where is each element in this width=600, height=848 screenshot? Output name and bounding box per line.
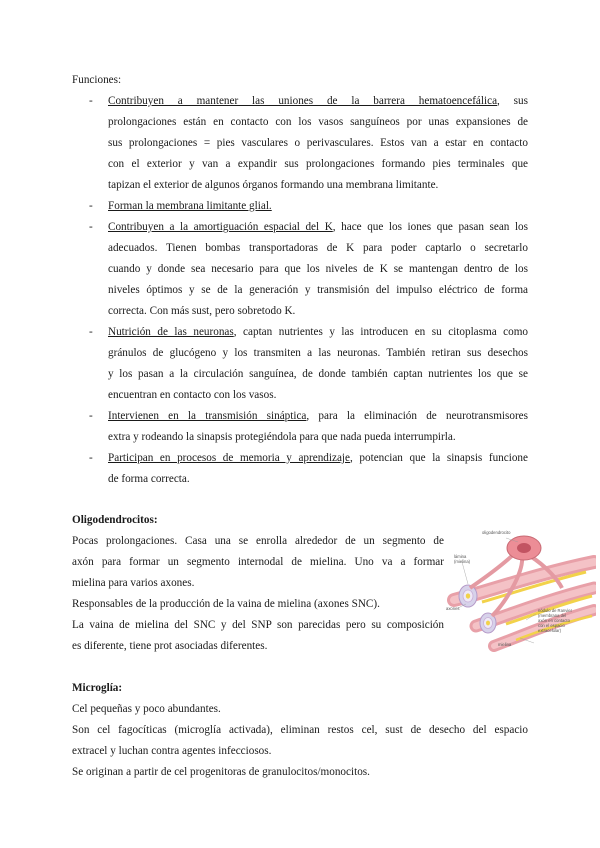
- bullet-dash: -: [89, 221, 93, 233]
- list-item-line: de forma correcta.: [108, 473, 190, 485]
- list-item-line: prolongaciones están en contacto con los vasos sanguíneos por unas expansiones de: [108, 116, 528, 128]
- paragraph-line: Se originan a partir de cel progenitoras de granulocitos/monocitos.: [72, 766, 370, 778]
- label-ranvier-2: (membrana del: [538, 613, 567, 618]
- paragraph-line: es diferente, tiene prot asociadas diferentes.: [72, 640, 268, 652]
- list-item-line: con el exterior y van a expandir sus prolongaciones formando pies terminales que: [108, 158, 528, 170]
- label-ranvier-1: nódulo de Ranvier: [538, 608, 572, 613]
- microglia-heading: Microglía:: [72, 682, 123, 694]
- list-item-line: Nutrición de las neuronas, captan nutrientes y las introducen en su citoplasma como: [108, 326, 529, 338]
- bullet-dash: -: [89, 410, 93, 422]
- paragraph-line: Cel pequeñas y poco abundantes.: [72, 703, 221, 715]
- oligodendrocyte-svg: [446, 522, 596, 652]
- bullet-dash: -: [89, 452, 93, 464]
- list-item-line: adecuados. Tienen bombas transportadoras de K para poder captarlo o secretarlo: [108, 242, 528, 254]
- list-item-line: extra y rodeando la sinapsis protegiéndola para que nada pueda interrumpirla.: [108, 431, 456, 443]
- paragraph-line: Pocas prolongaciones. Casa una se enrolla alrededor de un segmento de: [72, 535, 444, 547]
- paragraph-line: mielina para varios axones.: [72, 577, 195, 589]
- oligodendrocitos-heading: Oligodendrocitos:: [72, 514, 158, 526]
- list-item-line: niveles óptimos y se de la generación y transmisión del impulso eléctrico de forma: [108, 284, 528, 296]
- funciones-heading: Funciones:: [72, 74, 122, 86]
- label-mielina-bottom: mielina: [498, 642, 512, 647]
- list-item-line: correcta. Con más sust, pero sobretodo K.: [108, 305, 296, 317]
- list-item-line: Contribuyen a la amortiguación espacial del K, hace que los iones que pasan sean los: [108, 221, 528, 233]
- paragraph-line: La vaina de mielina del SNC y del SNP son parecidas pero su composición: [72, 619, 444, 631]
- oligodendrocyte-illustration: [446, 522, 596, 652]
- paragraph-line: extracel y luchan contra agentes infecciosos.: [72, 745, 272, 757]
- bullet-dash: -: [89, 95, 93, 107]
- label-lamina: lámina: [454, 554, 467, 559]
- list-item-line: cuando y donde sea necesario para que los niveles de K se mantengan dentro de los: [108, 263, 528, 275]
- label-ranvier-5: extracelular): [538, 628, 562, 633]
- paragraph-line: axón para formar un segmento internodal de mielina. Uno va a formar: [72, 556, 444, 568]
- bullet-dash: -: [89, 326, 93, 338]
- list-item-line: encuentran en contacto con los vasos.: [108, 389, 277, 401]
- list-item-line: Participan en procesos de memoria y aprendizaje, potencian que la sinapsis funcione: [108, 452, 528, 464]
- label-ranvier-4: con el espacio: [538, 623, 565, 628]
- list-item-line: sus prolongaciones = pies vasculares o perivasculares. Estos van a estar en contacto: [108, 137, 528, 149]
- paragraph-line: Son cel fagocíticas (microglía activada), eliminan restos cel, sust de desecho del espacio: [72, 724, 528, 736]
- axon-bundle: [454, 562, 594, 646]
- list-item-line: gránulos de glucógeno y los transmiten a las neuronas. También retiran sus desechos: [108, 347, 528, 359]
- list-item-line: Forman la membrana limitante glial.: [108, 200, 272, 212]
- label-oligodendrocito: oligodendrocito: [482, 530, 511, 535]
- list-item-line: Intervienen en la transmisión sináptica, para la eliminación de neurotransmisores: [108, 410, 528, 422]
- bullet-dash: -: [89, 200, 93, 212]
- label-mielina-left: (mielina): [454, 559, 471, 564]
- list-item-line: Contribuyen a mantener las uniones de la barrera hematoencefálica, sus: [108, 95, 528, 107]
- list-item-line: tapizan el exterior de algunos órganos formando una membrana limitante.: [108, 179, 439, 191]
- list-item-line: y los pasan a la circulación sanguínea, de donde también captan nutrientes los que se: [108, 368, 528, 380]
- label-axones: axones: [446, 606, 460, 611]
- label-ranvier-3: axón en contacto: [538, 618, 570, 623]
- paragraph-line: Responsables de la producción de la vaina de mielina (axones SNC).: [72, 598, 380, 610]
